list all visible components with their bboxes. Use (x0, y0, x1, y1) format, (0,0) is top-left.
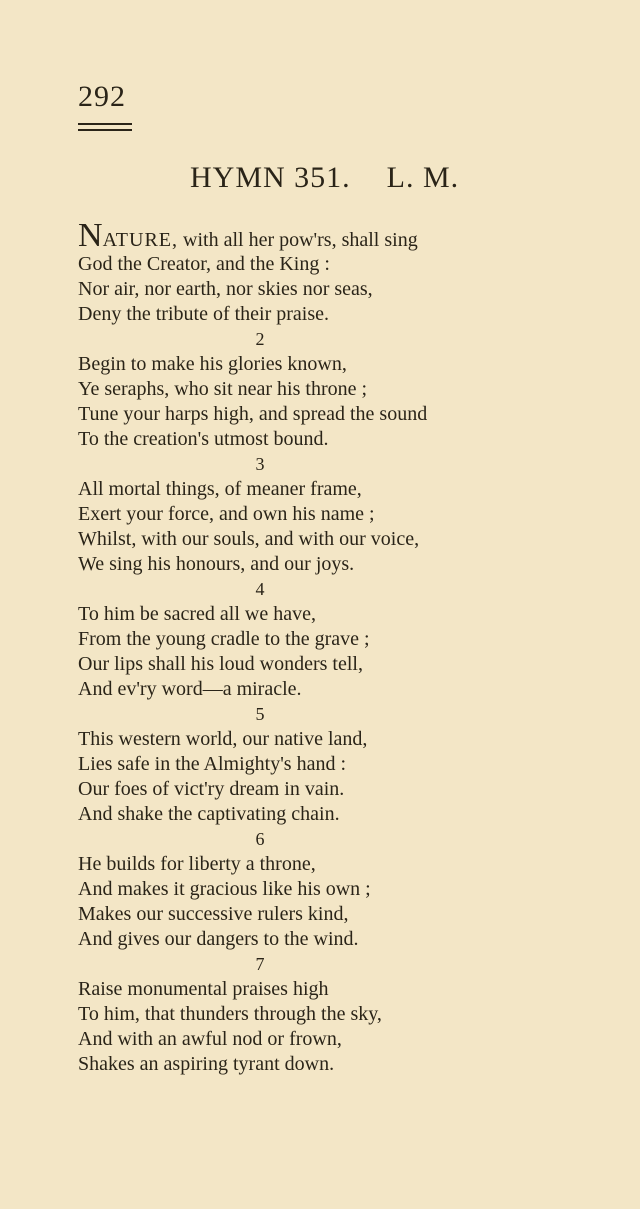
verse-line: Exert your force, and own his name ; (78, 503, 375, 525)
verse-line: And makes it gracious like his own ; (78, 878, 371, 900)
verse-line: And with an awful nod or frown, (78, 1028, 342, 1050)
header-rule-bottom (78, 129, 132, 131)
verse-line: And shake the captivating chain. (78, 803, 340, 825)
hymn-number: HYMN 351. (190, 161, 351, 194)
verse-line: Ye seraphs, who sit near his throne ; (78, 378, 368, 400)
stanza-number: 4 (255, 579, 265, 599)
verse-line: He builds for liberty a throne, (78, 853, 316, 875)
hymn-text (78, 217, 558, 1077)
verse-line: We sing his honours, and our joys. (78, 553, 355, 575)
verse-line: Tune your harps high, and spread the sound (78, 403, 428, 425)
first-word-caps: ATURE, (102, 229, 179, 251)
verse-line: Makes our successive rulers kind, (78, 903, 349, 925)
stanza-number: 6 (255, 829, 265, 849)
drop-cap: N (78, 217, 103, 254)
verse-line: To the creation's utmost bound. (78, 428, 329, 450)
header-rule-top (78, 123, 132, 125)
verse-line: To him, that thunders through the sky, (78, 1003, 382, 1025)
verse-line: Our foes of vict'ry dream in vain. (78, 778, 345, 800)
hymn-title (190, 160, 459, 196)
verse-line: Raise monumental praises high (78, 978, 329, 1000)
stanza-number: 5 (255, 704, 265, 724)
verse-line: God the Creator, and the King : (78, 253, 330, 275)
verse-line: Begin to make his glories known, (78, 353, 347, 375)
stanza-number: 3 (255, 454, 265, 474)
verse-line: This western world, our native land, (78, 728, 368, 750)
verse-line: Nor air, nor earth, nor skies nor seas, (78, 278, 373, 300)
verse-line: Shakes an aspiring tyrant down. (78, 1053, 335, 1075)
verse-line: Our lips shall his loud wonders tell, (78, 653, 363, 675)
verse-line (78, 217, 558, 254)
verse-line: Lies safe in the Almighty's hand : (78, 753, 347, 775)
hymn-meter: L. M. (386, 161, 460, 194)
verse-line: Deny the tribute of their praise. (78, 303, 330, 325)
verse-line: Whilst, with our souls, and with our voice, (78, 528, 420, 550)
page-number: 292 (78, 80, 126, 113)
verse-line: And gives our dangers to the wind. (78, 928, 359, 950)
verse-line: And ev'ry word—a miracle. (78, 678, 302, 700)
verse-line: From the young cradle to the grave ; (78, 628, 370, 650)
verse-line: To him be sacred all we have, (78, 603, 316, 625)
stanza-number: 7 (255, 954, 265, 974)
stanza-number: 2 (255, 329, 265, 349)
verse-line: All mortal things, of meaner frame, (78, 478, 362, 500)
first-line-rest: with all her pow'rs, shall sing (178, 229, 418, 251)
